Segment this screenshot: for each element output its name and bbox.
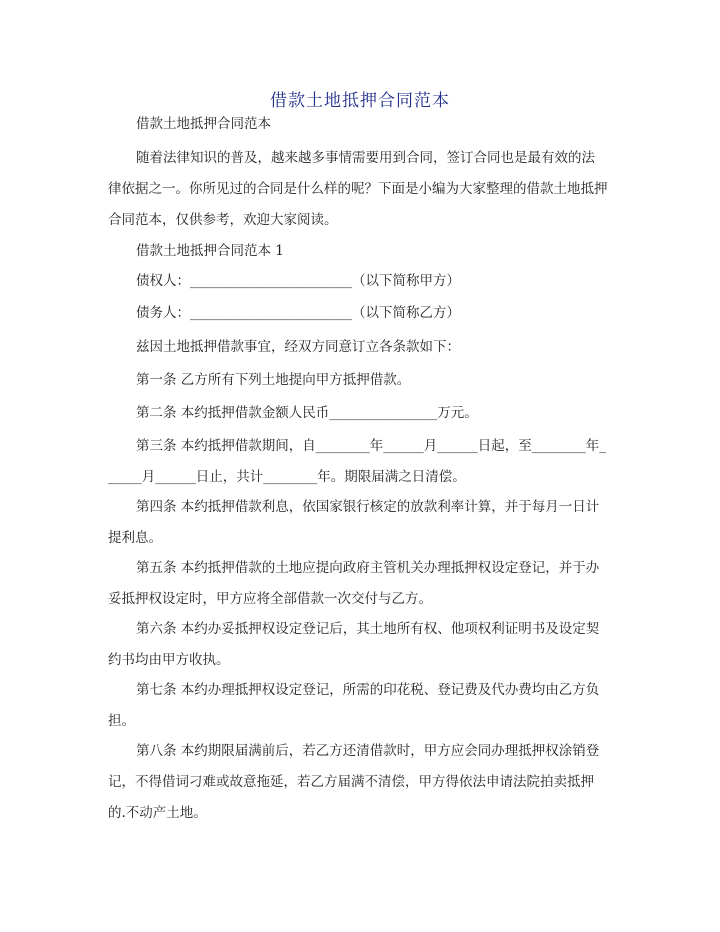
article-4: 第四条 本约抵押借款利息，依国家银行核定的放款利率计算，并于每月一日计提利息。 (108, 499, 600, 546)
article-1: 第一条 乙方所有下列土地提向甲方抵押借款。 (136, 372, 411, 388)
contract-heading: 借款土地抵押合同范本 1 (136, 243, 284, 259)
article-5: 第五条 本约抵押借款的土地应提向政府主管机关办理抵押权设定登记，并于办妥抵押权设定时，甲方应将全部借款一次交付与乙方。 (108, 560, 600, 607)
article-8: 第八条 本约期限届满前后，若乙方还清借款时，甲方应会同办理抵押权涂销登记，不得借词刁难或故意拖延，若乙方届满不清偿，甲方得依法申请法院拍卖抵押的.不动产土地。 (108, 743, 600, 821)
preamble-paragraph: 兹因土地抵押借款事宜，经双方同意订立各条款如下： (136, 339, 460, 355)
debtor-line: 债务人：________________________（以下简称乙方） (136, 305, 460, 321)
article-7: 第七条 本约办理抵押权设定登记，所需的印花税、登记费及代办费均由乙方负担。 (108, 682, 600, 729)
subtitle-paragraph: 借款土地抵押合同范本 (136, 116, 271, 132)
document-title: 借款土地抵押合同范本 (270, 91, 450, 111)
intro-paragraph: 随着法律知识的普及，越来越多事情需要用到合同，签订合同也是最有效的法律依据之一。你所见过的合同是什么样的呢？下面是小编为大家整理的借款土地抵押合同范本，仅供参考，欢迎大家阅读。 (108, 150, 608, 228)
article-6: 第六条 本约办妥抵押权设定登记后，其土地所有权、他项权利证明书及设定契约书均由甲方收执。 (108, 621, 600, 668)
creditor-line: 债权人：________________________（以下简称甲方） (136, 273, 460, 289)
article-3: 第三条 本约抵押借款期间，自________年______月______日起，至________年______月______日止，共计________年。期限届满之日清偿。 (108, 438, 607, 485)
article-2: 第二条 本约抵押借款金额人民币________________万元。 (136, 405, 478, 421)
